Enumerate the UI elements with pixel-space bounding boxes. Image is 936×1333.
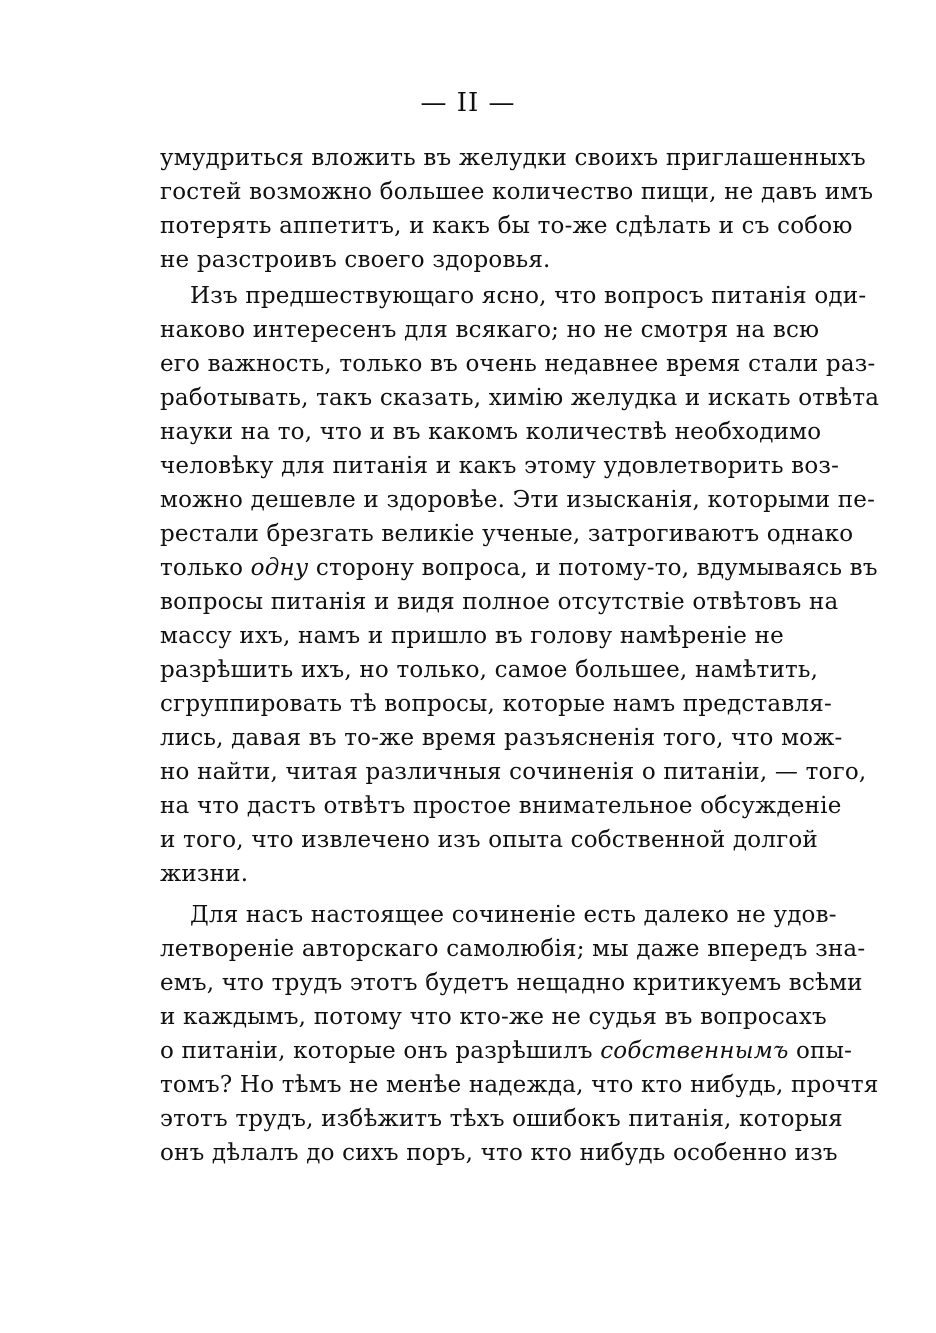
text-line: разрѣшить ихъ, но только, самое большее, намѣтить, (160, 657, 819, 683)
page-number: — II — (420, 88, 516, 118)
text-line: массу ихъ, намъ и пришло въ голову намѣреніе не (160, 623, 784, 649)
text-line: летвореніе авторскаго самолюбія; мы даже впередъ зна- (160, 936, 866, 962)
text-line: этотъ трудъ, избѣжитъ тѣхъ ошибокъ питанія, которыя (160, 1106, 843, 1132)
paragraph-2 (160, 279, 880, 891)
italic-word: собственнымъ (600, 1038, 789, 1064)
text-line: но найти, читая различныя сочиненія о питаніи, — того, (160, 759, 867, 785)
text-line: на что дастъ отвѣтъ простое внимательное обсужденіе (160, 793, 842, 819)
paragraph-3 (160, 898, 879, 1170)
text-line: емъ, что трудъ этотъ будетъ нещадно критикуемъ всѣми (160, 970, 863, 996)
italic-word: одну (250, 555, 309, 581)
text-line: онъ дѣлалъ до сихъ поръ, что кто нибудь особенно изъ (160, 1140, 838, 1166)
text-line: жизни. (160, 861, 249, 887)
text-line: потерять аппетитъ, и какъ бы то-же сдѣлать и съ собою (160, 213, 853, 239)
text-line: о питаніи, которые онъ разрѣшилъ собственнымъ опы- (160, 1038, 853, 1064)
text-line: наково интересенъ для всякаго; но не смотря на всю (160, 317, 820, 343)
text-line: рестали брезгать великіе ученые, затрогиваютъ однако (160, 521, 854, 547)
text-line: человѣку для питанія и какъ этому удовлетворить воз- (160, 453, 840, 479)
text-line: науки на то, что и въ какомъ количествѣ необходимо (160, 419, 822, 445)
text-line: лись, давая въ то-же время разъясненія того, что мож- (160, 725, 843, 751)
text-line: гостей возможно большее количество пищи, не давъ имъ (160, 179, 874, 205)
text-line: не разстроивъ своего здоровья. (160, 247, 551, 273)
text-line: работывать, такъ сказать, химію желудка и искать отвѣта (160, 385, 880, 411)
text-line: вопросы питанія и видя полное отсутствіе отвѣтовъ на (160, 589, 839, 615)
text-line: томъ? Но тѣмъ не менѣе надежда, что кто нибудь, прочтя (160, 1072, 879, 1098)
text-line: можно дешевле и здоровѣе. Эти изысканія, которыми пе- (160, 487, 876, 513)
text-line: и того, что извлечено изъ опыта собственной долгой (160, 827, 818, 853)
text-line: Изъ предшествующаго ясно, что вопросъ питанія оди- (190, 283, 867, 309)
text-line: умудриться вложить въ желудки своихъ приглашенныхъ (160, 145, 866, 171)
text-line: Для насъ настоящее сочиненіе есть далеко не удов- (190, 902, 837, 928)
text-line: его важность, только въ очень недавнее время стали раз- (160, 351, 876, 377)
text-line: только одну сторону вопроса, и потому-то, вдумываясь въ (160, 555, 878, 581)
text-line: сгруппировать тѣ вопросы, которые намъ представля- (160, 691, 832, 717)
text-line: и каждымъ, потому что кто-же не судья въ вопросахъ (160, 1004, 827, 1030)
paragraph-1 (160, 141, 874, 277)
